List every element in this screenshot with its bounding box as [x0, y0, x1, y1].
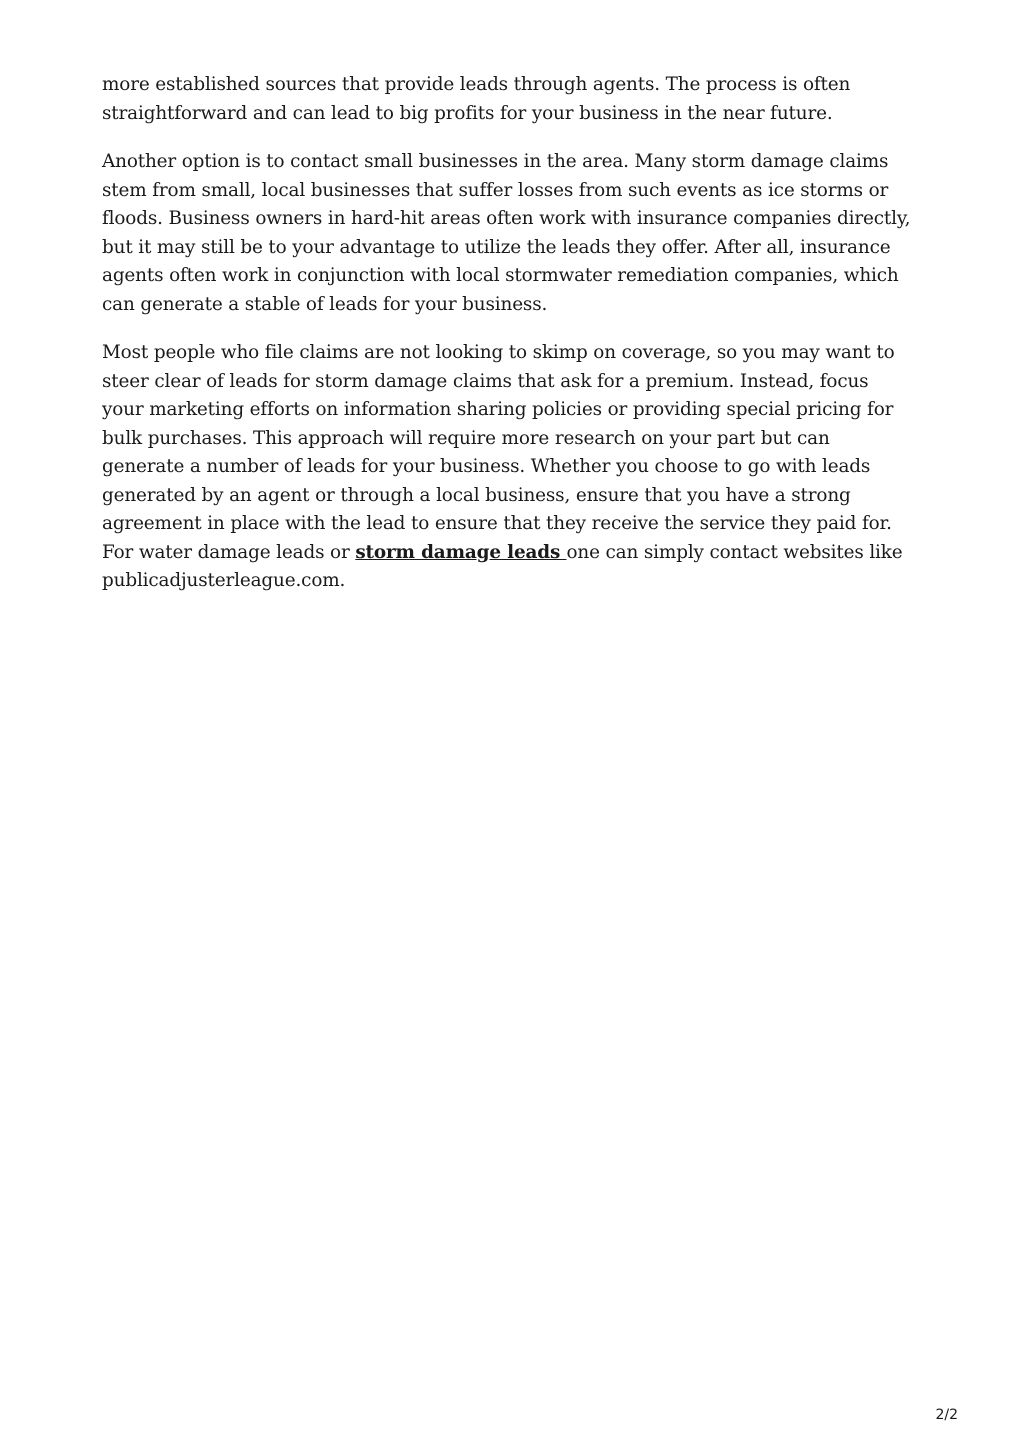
paragraph-3-text-before-link: Most people who file claims are not looking to skimp on coverage, so you may want to steer clear of leads for storm damage claims that ask for a premium. Instead, focus your marketing efforts on information sharing policies or providing special pricing for bulk purchases. This approach will require more research on your part but can generate a number of leads for your business. Whether you choose to go with leads generated by an agent or through a local business, ensure that you have a strong agreement in place with the lead to ensure that they receive the service they paid for. For water damage leads or — [102, 342, 895, 563]
page-number: 2/2 — [935, 1407, 958, 1423]
paragraph-1: more established sources that provide leads through agents. The process is often straightforward and can lead to big profits for your business in the near future. — [102, 74, 851, 124]
paragraph-3-text-after-link: one can simply contact websites like publicadjusterleague.com. — [102, 541, 903, 591]
paragraph-2: Another option is to contact small businesses in the area. Many storm damage claims stem from small, local businesses that suffer losses from such events as ice storms or floods. Business owners in hard-hit areas often work with insurance companies directly, but it may still be to your advantage to utilize the leads they offer. After all, insurance agents often work in conjunction with local stormwater remediation companies, which can generate a stable of leads for your business. — [102, 151, 911, 315]
paragraph-3 — [102, 339, 914, 596]
storm-damage-leads-link[interactable]: storm damage leads — [355, 541, 567, 563]
document-body — [102, 71, 914, 616]
